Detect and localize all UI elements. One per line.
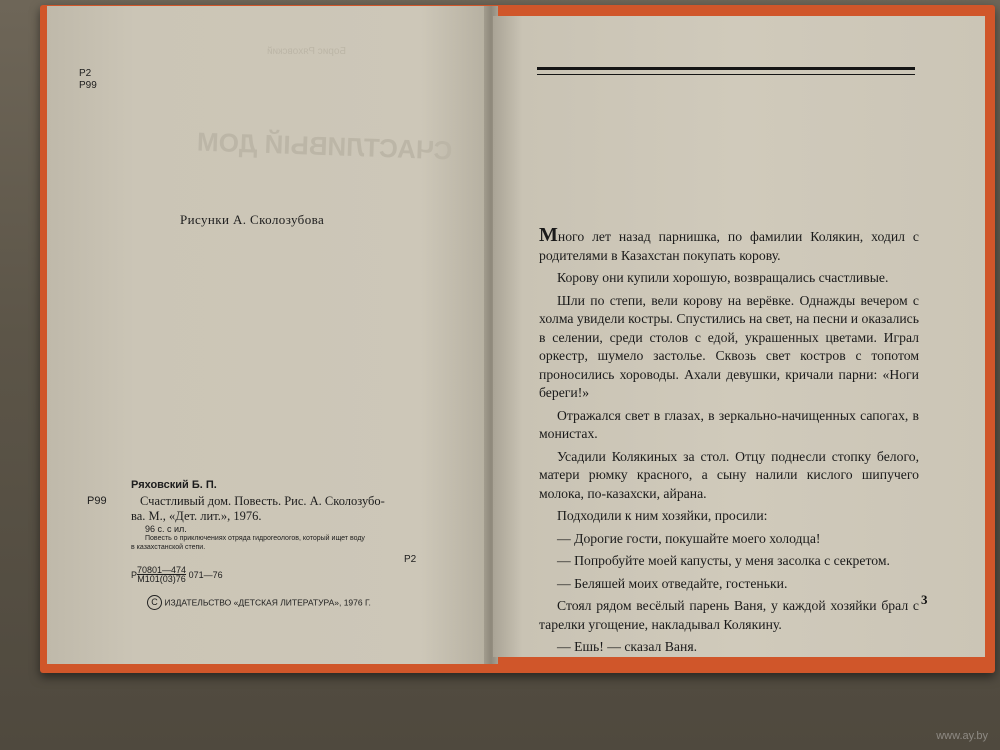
- paragraph: — Беляшей моих отведайте, гостеньки.: [557, 575, 788, 591]
- paragraph: Отражался свет в глазах, в зеркально-начищенных сапогах, в монистах.: [539, 407, 919, 441]
- paragraph: — Ешь! — сказал Ваня.: [557, 639, 698, 654]
- bbk-code-2: Р99: [79, 80, 97, 91]
- catalog-index: Р99: [87, 495, 107, 507]
- bbk-code-1: Р2: [79, 68, 92, 79]
- paragraph: Стоял рядом весёлый парень Ваня, у каждой хозяйки брал с тарелки угощение, накладывал Колякину.: [539, 598, 919, 632]
- publisher-line: [147, 595, 371, 610]
- catalog-pages: 96 с. с ил.: [145, 524, 187, 534]
- show-through-title: СЧАСТЛИВЫЙ ДОМ: [196, 126, 453, 166]
- paragraph: — Попробуйте моей капусты, у меня засолка с секретом.: [557, 553, 890, 568]
- paragraph: Много лет назад парнишка, по фамилии Колякин, ходил с родителями в Казахстан покупать корову.: [539, 224, 919, 263]
- catalog-right-code: Р2: [404, 554, 417, 565]
- paragraph: Шли по степи, вели корову на верёвке. Однажды вечером с холма увидели костры. Спустились на свет, на песни и оказались в селении, среди столов с едой, украшенных цветами. Играл оркестр, шумело застолье. Сквозь свет костров с топотом проносились хороводы. Ахали девушки, кричали парни: «Ноги береги!»: [539, 292, 919, 400]
- formula-denominator: М101(03)76: [137, 574, 186, 584]
- illustrator-credit: Рисунки А. Сколозубова: [180, 212, 325, 227]
- left-page: [47, 6, 487, 664]
- catalog-annotation-line1: Повесть о приключениях отряда гидрогеологов, который ищет воду: [145, 535, 365, 542]
- page-number: 3: [921, 592, 928, 607]
- header-rule-thin: [537, 74, 915, 75]
- formula-prefix: Р: [131, 570, 138, 580]
- catalog-annotation-line2: в казахстанской степи.: [131, 544, 206, 551]
- formula-numerator: 70801—474: [137, 565, 187, 575]
- paragraph: — Дорогие гости, покушайте моего холодца!: [557, 530, 821, 546]
- catalog-description-line1: Счастливый дом. Повесть. Рис. А. Сколозубо-: [140, 494, 385, 508]
- catalog-formula: [131, 566, 223, 584]
- header-rule-thick: [537, 67, 915, 70]
- drop-cap: М: [539, 224, 558, 246]
- formula-suffix: 071—76: [188, 570, 223, 580]
- story-text: [539, 226, 919, 657]
- paragraph: Усадили Колякиных за стол. Отцу поднесли стопку белого, матери рюмку красного, а сыну налили кислого шипучего молока, по-казахски, айрана.: [539, 448, 919, 501]
- catalog-author-heading: Ряховский Б. П.: [131, 479, 217, 491]
- paragraph: Подходили к ним хозяйки, просили:: [557, 508, 768, 523]
- catalog-description-line2: ва. М., «Дет. лит.», 1976.: [131, 509, 262, 523]
- show-through-author: Борис Ряховский: [267, 46, 346, 57]
- watermark: www.ay.by: [936, 730, 988, 742]
- paragraph: Корову они купили хорошую, возвращались счастливые.: [557, 270, 889, 285]
- copyright-icon: C: [147, 595, 162, 610]
- right-page: [493, 16, 985, 657]
- publisher-text: ИЗДАТЕЛЬСТВО «ДЕТСКАЯ ЛИТЕРАТУРА», 1976 Г.: [164, 597, 371, 608]
